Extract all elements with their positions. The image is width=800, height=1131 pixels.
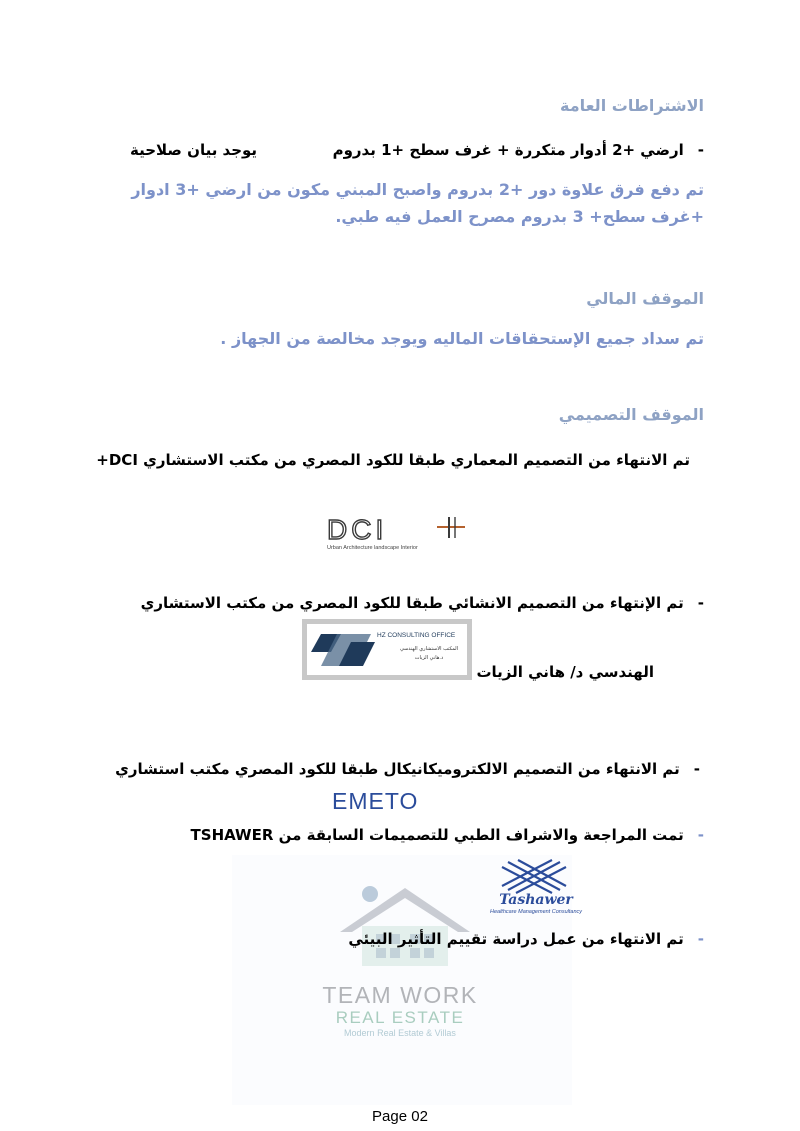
financial-heading: الموقف المالي xyxy=(586,289,704,308)
structural-design-text: تم الإنتهاء من التصميم الانشائي طبقا للكود المصري من مكتب الاستشاري xyxy=(140,594,684,612)
tashawer-logo xyxy=(466,858,606,916)
bullet-dash: - xyxy=(693,760,700,778)
dci-logo-letters: DCI xyxy=(327,514,388,545)
watermark-line2: REAL ESTATE xyxy=(335,1008,465,1027)
bullet-dash: - xyxy=(697,594,704,612)
electromechanical-design-line xyxy=(115,760,700,778)
tashawer-logo-tagline: Healthcare Management Consultancy xyxy=(489,909,583,915)
environmental-study-text: تم الانتهاء من عمل دراسة تقييم التأثير البيئي xyxy=(348,930,684,948)
design-heading: الموقف التصميمي xyxy=(558,405,704,424)
general-conditions-item1 xyxy=(333,141,704,159)
financial-text: تم سداد جميع الإستحقاقات الماليه ويوجد مخالصة من الجهاز . xyxy=(220,329,704,348)
architectural-design-text: تم الانتهاء من التصميم المعماري طبقا للكود المصري من مكتب الاستشاري DCI+ xyxy=(96,451,690,469)
bullet-dash: - xyxy=(697,930,704,948)
team-work-house-icon xyxy=(330,880,480,970)
hz-consulting-logo xyxy=(302,619,472,680)
hz-logo-title: HZ CONSULTING OFFICE xyxy=(377,632,456,639)
item1-main-text: ارضي +2 أدوار متكررة + غرف سطح +1 بدروم xyxy=(332,141,684,159)
review-line xyxy=(191,826,704,844)
dci-logo-graphic xyxy=(325,513,490,553)
dci-logo-tagline: Urban Architecture landscape Interior xyxy=(327,545,418,551)
page-number: Page 02 xyxy=(372,1108,428,1125)
environmental-study-line xyxy=(348,930,704,948)
dci-logo xyxy=(325,513,490,553)
item1-side-text: يوجد بيان صلاحية xyxy=(130,141,258,159)
emeto-logo: EMETO xyxy=(332,788,419,814)
structural-design-line1 xyxy=(141,594,704,612)
bullet-dash: - xyxy=(697,141,704,159)
hz-logo-arabic1: المكتب الاستشاري الهندسي xyxy=(399,646,459,652)
general-conditions-note-line1: تم دفع فرق علاوة دور +2 بدروم واصبح المبني مكون من ارضي +3 ادوار xyxy=(131,180,704,199)
electromechanical-design-text: تم الانتهاء من التصميم الالكتروميكانيكال طبقا للكود المصري مكتب استشاري xyxy=(115,760,680,778)
hz-logo-arabic2: د.هاني الزيات xyxy=(414,655,444,661)
tashawer-logo-name: Tashawer xyxy=(499,892,573,908)
general-conditions-note-line2: +غرف سطح+ 3 بدروم مصرح العمل فيه طبي. xyxy=(335,207,704,226)
general-conditions-heading: الاشتراطات العامة xyxy=(560,96,704,115)
tashawer-logo-mark xyxy=(466,858,606,916)
review-text: تمت المراجعة والاشراف الطبي للتصميمات السابقة من TSHAWER xyxy=(190,826,684,844)
watermark-line1: TEAM WORK xyxy=(322,982,478,1008)
bullet-dash: - xyxy=(697,826,704,844)
structural-design-line2: الهندسي د/ هاني الزيات xyxy=(476,663,654,681)
watermark-line3: Modern Real Estate & Villas xyxy=(344,1028,456,1038)
hz-logo-mark xyxy=(307,624,467,675)
